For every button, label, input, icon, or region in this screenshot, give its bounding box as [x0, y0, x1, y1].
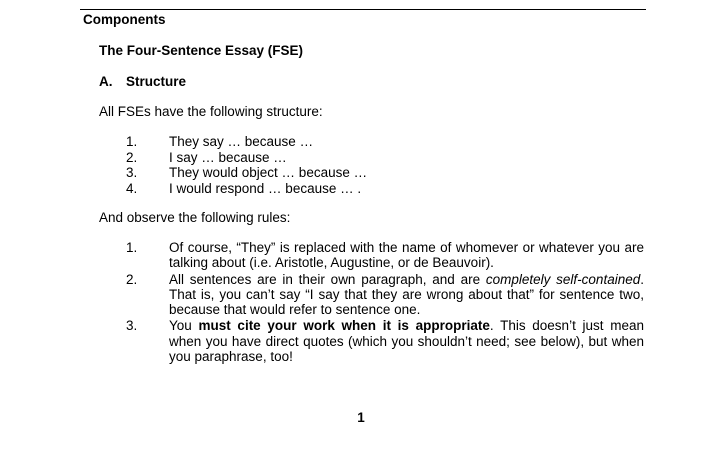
list-item-number: 4. [126, 180, 138, 196]
list-item [126, 134, 367, 150]
list-item-text: I say … because … [169, 149, 287, 165]
rule-number: 2. [126, 271, 138, 287]
section-heading [99, 74, 186, 89]
list-item-text: I would respond … because … . [169, 180, 362, 196]
list-item-number: 3. [126, 165, 138, 180]
list-item [126, 165, 367, 181]
structure-intro: All FSEs have the following structure: [99, 104, 323, 119]
rule-number: 3. [126, 318, 138, 334]
rule-text: Of course, “They” is replaced with the name of whomever or whatever you are talking about (i.e. Aristotle, Augustine, or de Beauvoir). [169, 240, 644, 271]
rules-list [126, 240, 644, 365]
rule-text-start: You [169, 318, 199, 334]
rule-item [126, 318, 644, 364]
rule-item [126, 240, 644, 271]
rule-text-start: All sentences are in their own paragraph, and are [169, 271, 486, 287]
rule-number: 1. [126, 240, 138, 255]
list-item-number: 2. [126, 149, 138, 165]
list-item [126, 150, 367, 166]
list-item-text: They say … because … [169, 134, 314, 149]
rule-item [126, 272, 644, 318]
list-item [126, 181, 367, 197]
list-item-text: They would object … because … [169, 165, 368, 180]
rule-text-end: . That is, you can’t say “I say that they are wrong about that” for sentence two, because that would refer to sentence one. [169, 271, 644, 318]
document-title: The Four-Sentence Essay (FSE) [99, 43, 304, 58]
section-letter: A. [99, 74, 113, 89]
rule-text-end: . This doesn’t just mean when you have direct quotes (which you shouldn’t need; see below), but when you paraphrase, too! [169, 318, 644, 365]
rules-intro: And observe the following rules: [99, 210, 291, 225]
rule-text [169, 318, 644, 364]
structure-list [126, 134, 367, 196]
rule-text [169, 272, 644, 318]
rule-emphasis: completely self-contained [485, 271, 641, 287]
header-rule [80, 9, 646, 10]
header-title: Components [83, 12, 166, 27]
list-item-number: 1. [126, 134, 138, 149]
section-title: Structure [126, 74, 187, 89]
rule-strong: must cite your work when it is appropriate [198, 318, 490, 334]
page-number: 1 [357, 410, 365, 425]
